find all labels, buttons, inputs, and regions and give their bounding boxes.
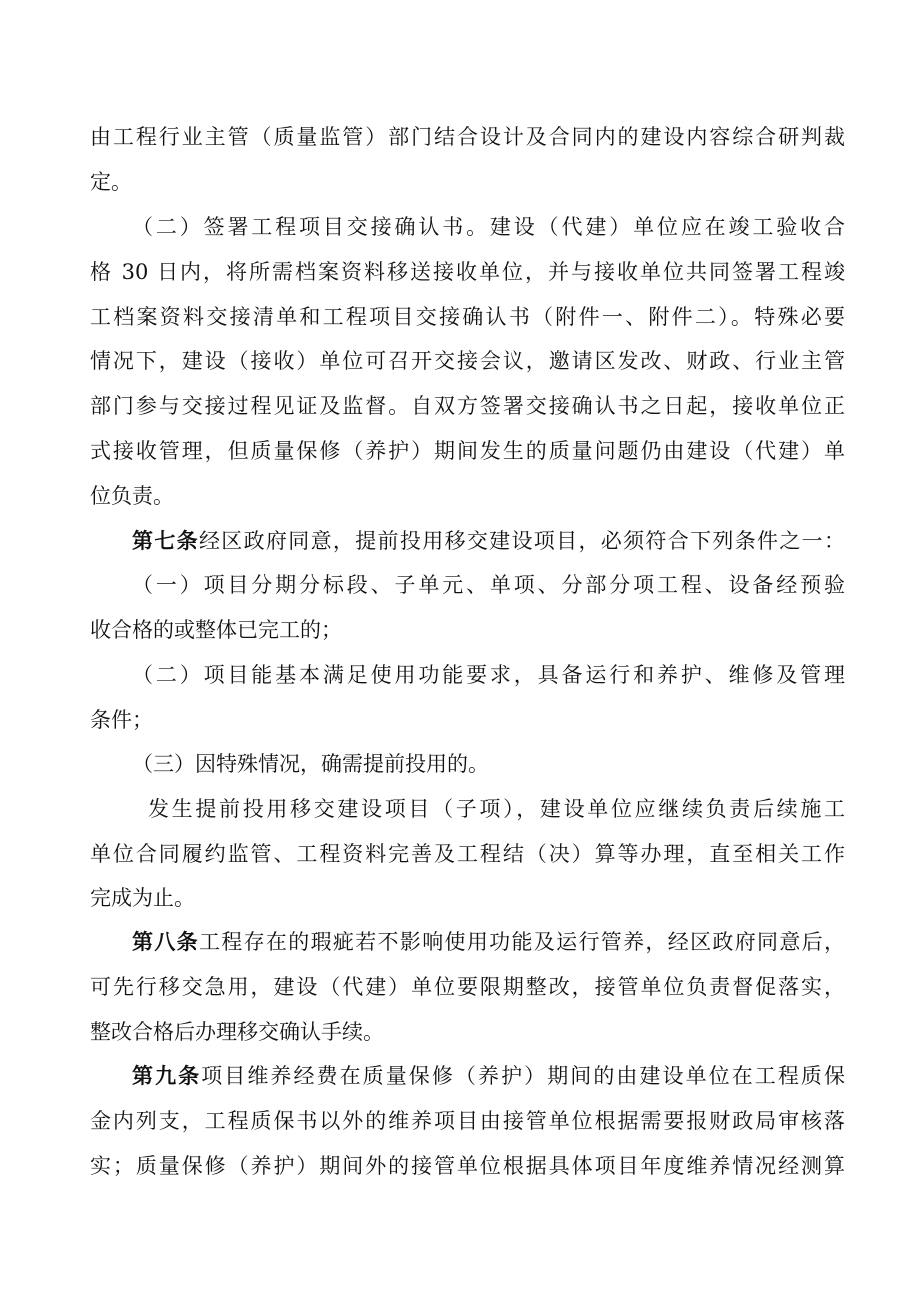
article-heading: 第七条 <box>132 529 199 553</box>
paragraph-line: 由工程行业主管（质量监管）部门结合设计及合同内的建设内容综合研判裁 <box>90 125 845 149</box>
paragraph-line: （二）签署工程项目交接确认书。建设（代建）单位应在竣工验收合 <box>132 215 845 239</box>
article-text: 经区政府同意，提前投用移交建设项目，必须符合下列条件之一： <box>198 529 845 553</box>
article-8-line <box>132 927 845 957</box>
paragraph-line: 定。 <box>90 170 132 194</box>
paragraph-line: 整改合格后办理移交确认手续。 <box>90 1020 384 1044</box>
article-heading: 第九条 <box>132 1064 202 1088</box>
paragraph-line: 式接收管理，但质量保修（养护）期间发生的质量问题仍由建设（代建）单 <box>90 439 845 463</box>
paragraph-line: 工档案资料交接清单和工程项目交接确认书（附件一、附件二）。特殊必要 <box>90 305 845 329</box>
paragraph-line: 收合格的或整体已完工的； <box>90 618 342 642</box>
paragraph-line: 格 30 日内，将所需档案资料移送接收单位，并与接收单位共同签署工程竣 <box>90 260 845 284</box>
article-9-line <box>132 1061 845 1091</box>
paragraph-line: 部门参与交接过程见证及监督。自双方签署交接确认书之日起，接收单位正 <box>90 394 845 418</box>
paragraph-line: 单位合同履约监管、工程资料完善及工程结（决）算等办理，直至相关工作 <box>90 842 845 866</box>
article-text: 工程存在的瑕疵若不影响使用功能及运行管养，经区政府同意后， <box>198 930 845 954</box>
article-heading: 第八条 <box>132 930 199 954</box>
paragraph-line: 发生提前投用移交建设项目（子项），建设单位应继续负责后续施工 <box>148 797 845 821</box>
paragraph-line: （二）项目能基本满足使用功能要求，具备运行和养护、维修及管理 <box>132 663 845 687</box>
paragraph-line: 实；质量保修（养护）期间外的接管单位根据具体项目年度维养情况经测算 <box>90 1154 845 1178</box>
paragraph-line: 条件； <box>90 708 153 732</box>
article-text: 项目维养经费在质量保修（养护）期间的由建设单位在工程质保 <box>201 1064 845 1088</box>
article-7-line <box>132 526 845 556</box>
paragraph-line: 金内列支，工程质保书以外的维养项目由接管单位根据需要报财政局审核落 <box>90 1109 845 1133</box>
paragraph-line: 位负责。 <box>90 484 174 508</box>
paragraph-line: 完成为止。 <box>90 886 195 910</box>
paragraph-line: 情况下，建设（接收）单位可召开交接会议，邀请区发改、财政、行业主管 <box>90 349 845 373</box>
paragraph-line: （三）因特殊情况，确需提前投用的。 <box>132 752 489 776</box>
paragraph-line: （一）项目分期分标段、子单元、单项、分部分项工程、设备经预验 <box>132 573 845 597</box>
paragraph-line: 可先行移交急用，建设（代建）单位要限期整改，接管单位负责督促落实， <box>90 975 845 999</box>
